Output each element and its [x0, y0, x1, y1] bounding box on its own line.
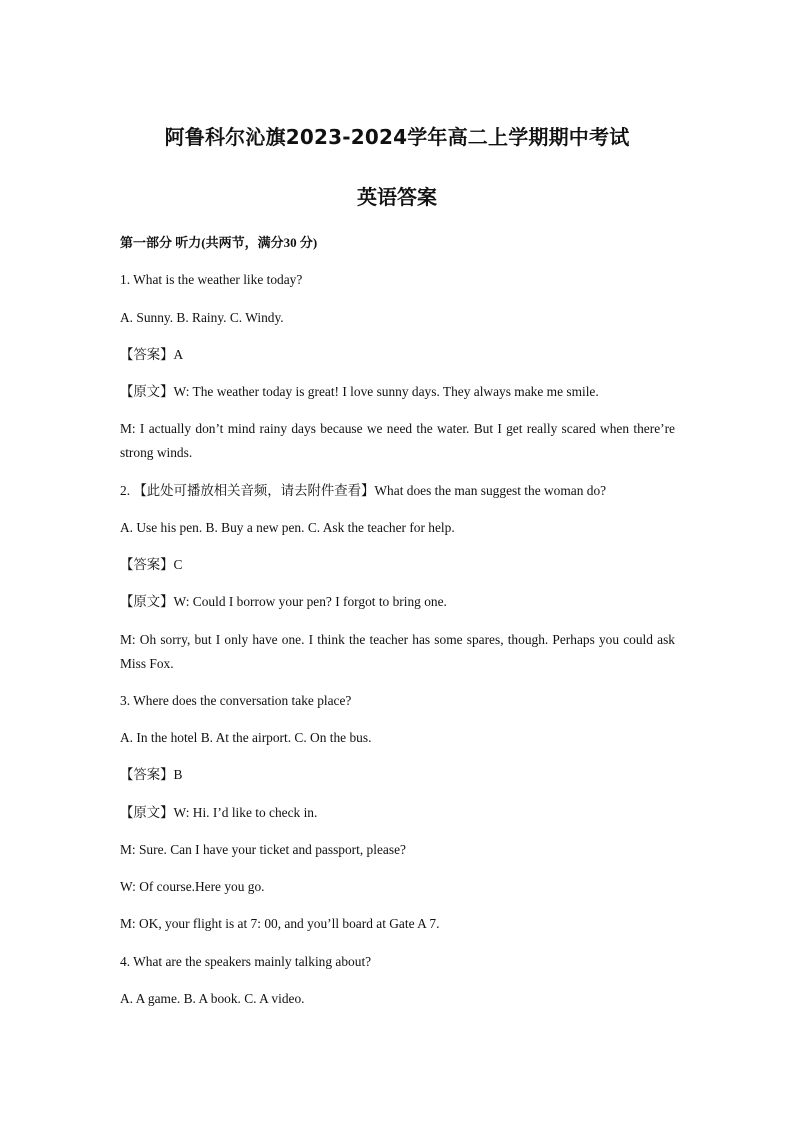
document-subtitle: 英语答案	[357, 185, 437, 209]
question-2-transcript-m: M: Oh sorry, but I only have one. I think the teacher has some spares, though. Perhaps you could ask Miss Fox.	[120, 632, 675, 671]
question-4: 4. What are the speakers mainly talking about?	[120, 954, 372, 969]
question-3: 3. Where does the conversation take place?	[120, 693, 352, 708]
document-title: 阿鲁科尔沁旗2023-2024学年高二上学期期中考试	[164, 125, 630, 149]
question-3-transcript-m2: M: OK, your flight is at 7: 00, and you’ll board at Gate A 7.	[120, 916, 440, 931]
question-1: 1. What is the weather like today?	[120, 272, 303, 287]
question-2-options: A. Use his pen. B. Buy a new pen. C. Ask the teacher for help.	[120, 520, 455, 535]
question-1-answer: 【答案】A	[120, 347, 184, 362]
question-2-transcript-w: 【原文】W: Could I borrow your pen? I forgot to bring one.	[120, 594, 447, 609]
question-3-transcript-w2: W: Of course.Here you go.	[120, 879, 265, 894]
question-3-options: A. In the hotel B. At the airport. C. On the bus.	[120, 730, 372, 745]
question-3-transcript-m1: M: Sure. Can I have your ticket and passport, please?	[120, 842, 406, 857]
question-1-options: A. Sunny. B. Rainy. C. Windy.	[120, 310, 284, 325]
section-heading: 第一部分 听力(共两节，满分30 分)	[120, 235, 318, 250]
question-4-options: A. A game. B. A book. C. A video.	[120, 991, 305, 1006]
question-2: 2. 【此处可播放相关音频，请去附件查看】What does the man suggest the woman do?	[120, 483, 607, 498]
question-2-answer: 【答案】C	[120, 557, 183, 572]
question-1-transcript-w: 【原文】W: The weather today is great! I love sunny days. They always make me smile.	[120, 384, 599, 399]
question-1-transcript-m: M: I actually don’t mind rainy days because we need the water. But I get really scared when there’re strong winds.	[120, 421, 675, 460]
question-3-answer: 【答案】B	[120, 767, 183, 782]
question-3-transcript-w1: 【原文】W: Hi. I’d like to check in.	[120, 805, 318, 820]
